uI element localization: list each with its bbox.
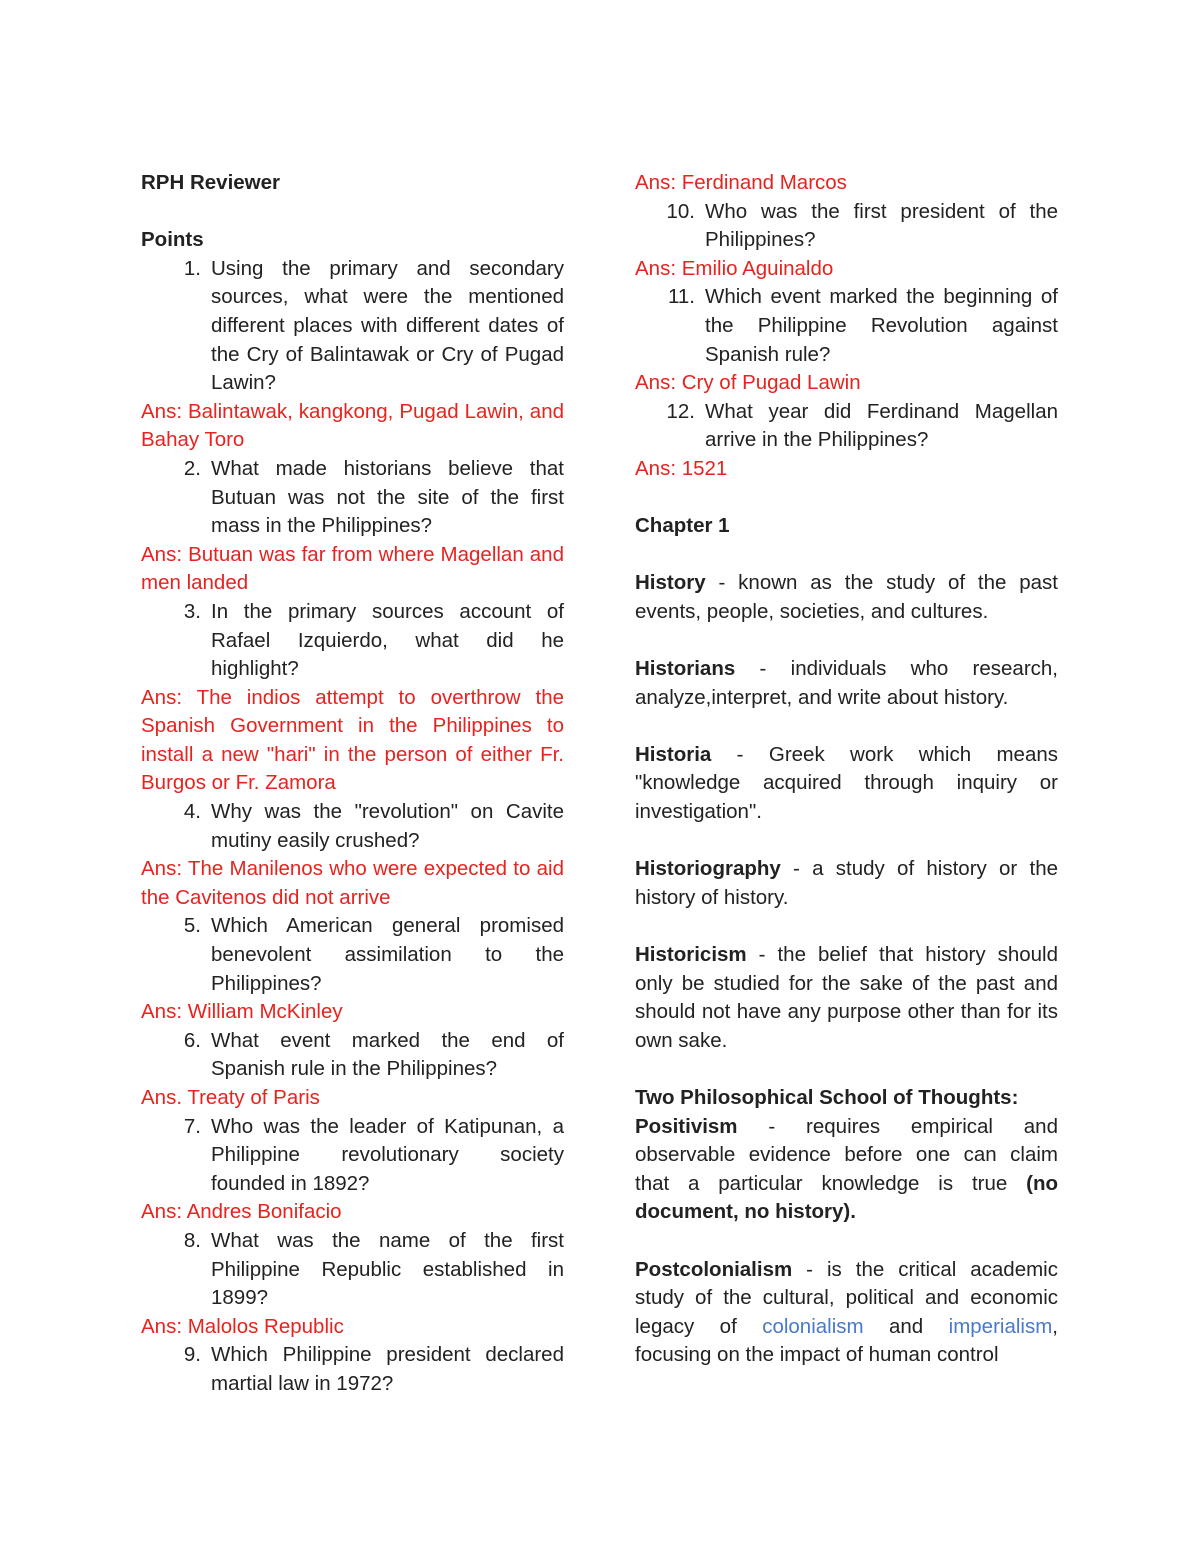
question-number: 4. (183, 800, 201, 824)
definition-historians (635, 655, 1058, 712)
answer-text: Ans: Balintawak, kangkong, Pugad Lawin, and Bahay Toro (141, 399, 564, 452)
definition-history (635, 569, 1058, 626)
answer-text: Ans: Malolos Republic (141, 1314, 344, 1338)
question-number: 1. (183, 256, 201, 280)
question-item (635, 283, 1058, 369)
definition-historia (635, 741, 1058, 827)
question-number: 2. (183, 456, 201, 480)
question-text: What was the name of the first Philippine Republic established in 1899? (211, 1228, 564, 1310)
points-heading: Points (141, 228, 204, 252)
definition-positivism (635, 1113, 1058, 1227)
question-number: 9. (183, 1343, 201, 1367)
answer-text: Ans: 1521 (635, 456, 728, 480)
question-item (141, 798, 564, 855)
question-item (141, 455, 564, 541)
schools-heading: Two Philosophical School of Thoughts: (635, 1086, 1019, 1109)
definition-historicism (635, 941, 1058, 1055)
answer-text: Ans: Cry of Pugad Lawin (635, 371, 861, 395)
question-number: 7. (183, 1114, 201, 1138)
colonialism-link[interactable]: colonialism (762, 1314, 864, 1338)
question-text: Using the primary and secondary sources, what were the mentioned different places with different dates of the Cry of Balintawak or Cry of Pugad Lawin? (211, 256, 564, 395)
term-label: Historians (635, 657, 736, 681)
right-column (635, 169, 1058, 1370)
question-item (635, 198, 1058, 255)
definition-text: and (863, 1314, 949, 1338)
definition-text: - the belief that history should only be studied for the sake of the past and should not have any purpose other than for its own sake. (635, 943, 1058, 1052)
question-text: Who was the leader of Katipunan, a Philippine revolutionary society founded in 1892? (211, 1114, 564, 1195)
question-text: What made historians believe that Butuan was not the site of the first mass in the Philippines? (211, 456, 564, 538)
definition-text: - is the critical academic study of the cultural, political and economic legacy of (635, 1257, 1058, 1338)
definition-text: - a study of history or the history of history. (635, 857, 1058, 909)
question-item (141, 1027, 564, 1084)
question-number: 8. (183, 1228, 201, 1252)
term-label: Positivism (635, 1114, 738, 1138)
term-label: History (635, 571, 706, 595)
left-column (141, 169, 564, 1399)
question-number: 12. (666, 399, 695, 423)
answer-text: Ans: The Manilenos who were expected to aid the Cavitenos did not arrive (141, 857, 564, 909)
question-number: 6. (183, 1028, 201, 1052)
emphasis-text: (no document, no history). (635, 1171, 1058, 1224)
answer-text: Ans: Ferdinand Marcos (635, 171, 847, 194)
question-item (635, 398, 1058, 455)
question-item (141, 1227, 564, 1313)
question-item (141, 1113, 564, 1199)
term-label: Postcolonialism (635, 1257, 793, 1281)
definition-historiography (635, 855, 1058, 912)
question-text: What year did Ferdinand Magellan arrive in the Philippines? (705, 399, 1058, 452)
question-text: Which American general promised benevolent assimilation to the Philippines? (211, 914, 564, 995)
question-number: 10. (666, 199, 695, 223)
question-text: Who was the first president of the Philippines? (705, 199, 1058, 252)
question-item (141, 1341, 564, 1398)
question-text: What event marked the end of Spanish rule in the Philippines? (211, 1028, 564, 1081)
question-text: In the primary sources account of Rafael Izquierdo, what did he highlight? (211, 599, 564, 681)
definition-text: , focusing on the impact of human control (635, 1314, 1058, 1367)
question-number: 5. (183, 914, 201, 938)
document-title: RPH Reviewer (141, 171, 281, 194)
question-item (141, 598, 564, 684)
imperialism-link[interactable]: imperialism (948, 1314, 1053, 1338)
term-label: Historicism (635, 943, 747, 967)
question-text: Why was the "revolution" on Cavite mutiny easily crushed? (211, 800, 564, 852)
chapter-heading: Chapter 1 (635, 514, 730, 538)
question-text: Which event marked the beginning of the Philippine Revolution against Spanish rule? (705, 285, 1058, 366)
answer-text: Ans: Emilio Aguinaldo (635, 256, 834, 280)
question-number: 3. (183, 599, 201, 623)
term-label: Historia (635, 742, 712, 766)
question-item (141, 912, 564, 998)
question-item (141, 255, 564, 398)
question-text: Which Philippine president declared martial law in 1972? (211, 1343, 564, 1395)
term-label: Historiography (635, 857, 781, 881)
definition-text: - individuals who research, analyze,interpret, and write about history. (635, 657, 1058, 709)
definition-text: - known as the study of the past events, people, societies, and cultures. (635, 571, 1058, 623)
definition-text: - Greek work which means "knowledge acquired through inquiry or investigation". (635, 742, 1058, 824)
definition-postcolonialism (635, 1256, 1058, 1370)
definition-text: - requires empirical and observable evidence before one can claim that a particular knowledge is true (635, 1114, 1058, 1195)
answer-text: Ans: Andres Bonifacio (141, 1200, 342, 1224)
answer-text: Ans. Treaty of Paris (141, 1086, 320, 1109)
answer-text: Ans: Butuan was far from where Magellan and men landed (141, 542, 564, 595)
answer-text: Ans: The indios attempt to overthrow the Spanish Government in the Philippines to install a new "hari" in the person of either Fr. Burgos or Fr. Zamora (141, 685, 564, 795)
answer-text: Ans: William McKinley (141, 1000, 343, 1024)
question-number: 11. (668, 285, 695, 309)
